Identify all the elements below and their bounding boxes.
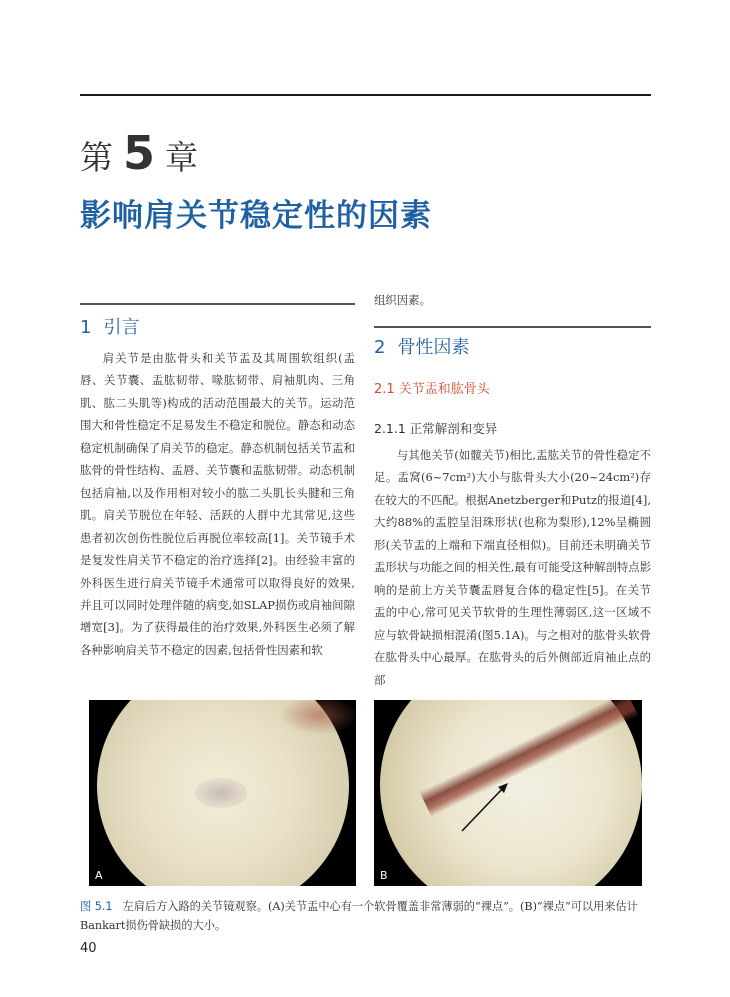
caption-text: 左肩后方入路的关节镜观察。(A)关节盂中心有一个软骨覆盖非常薄弱的“裸点”。(B)“裸点”可以用来估计Bankart损伤骨缺损的大小。 (80, 900, 638, 932)
caption-label: 图 5.1 (80, 900, 113, 913)
section-1-title: 引言 (103, 317, 140, 338)
section-1-heading (80, 313, 139, 339)
intro-paragraph: 肩关节是由肱骨头和关节盂及其周围软组织(盂唇、关节囊、盂肱韧带、喙肱韧带、肩袖肌肉、三角肌、肱二头肌等)构成的活动范围最大的关节。运动范围大和骨性稳定不足易发生不稳定和脱位。静态和动态稳定机制确保了肩关节的稳定。静态机制包括关节盂和肱骨的骨性结构、盂唇、关节囊和盂肱韧带。动态机制包括肩袖,以及作用相对较小的肱二头肌长头腱和三角肌。肩关节脱位在年轻、活跃的人群中尤其常见,这些患者初次创伤性脱位后再脱位率较高[1]。关节镜手术是复发性肩关节不稳定的治疗选择[2]。由经验丰富的外科医生进行肩关节镜手术通常可以取得良好的效果,并且可以同时处理伴随的病变,如SLAP损伤或肩袖间隙增宽[3]。为了获得最佳的治疗效果,外科医生必须了解各种影响肩关节不稳定的因素,包括骨性因素和软 (80, 351, 355, 657)
section-1-number: 1 (80, 317, 92, 338)
panel-b-letter: B (380, 869, 388, 882)
subsubsection-heading: 2.1.1 正常解剖和变异 (374, 421, 498, 436)
chapter-suffix: 章 (165, 138, 199, 177)
bare-spot (195, 778, 247, 808)
figure-caption (80, 897, 651, 935)
chapter-label (80, 126, 198, 180)
section-2-number: 2 (374, 337, 386, 358)
top-rule (80, 94, 651, 96)
arrow-icon (374, 700, 642, 886)
anatomy-paragraph: 与其他关节(如髋关节)相比,盂肱关节的骨性稳定不足。盂窝(6~7cm²)大小与肱骨头大小(20~24cm²)存在较大的不匹配。根据Anetzberger和Putz的报道[4],大约88%的盂腔呈泪珠形状(也称为梨形),12%呈椭圆形(关节盂的上端和下端直径相似)。目前还未明确关节盂形状与功能之间的相关性,最有可能受这种解剖特点影响的是前上方关节囊盂唇复合体的稳定性[5]。在关节盂的中心,常可见关节软骨的生理性薄弱区,这一区域不应与软骨缺损相混淆(图5.1A)。与之相对的肱骨头软骨在肱骨头中心最厚。在肱骨头的后外侧部近肩袖止点的部 (374, 448, 651, 687)
chapter-number: 5 (123, 126, 156, 180)
continuation-text: 组织因素。 (374, 293, 431, 307)
section-1-rule (80, 303, 355, 305)
subsection-heading: 2.1 关节盂和肱骨头 (374, 382, 490, 397)
page-number: 40 (80, 941, 97, 956)
figure-5-1a-image (89, 700, 356, 886)
figure-5-1b-image (374, 700, 642, 886)
section-2-title: 骨性因素 (397, 337, 470, 358)
chapter-title: 影响肩关节稳定性的因素 (80, 198, 432, 234)
section-2-heading (374, 333, 469, 359)
panel-a-letter: A (95, 869, 103, 882)
section-2-rule (374, 326, 651, 328)
chapter-prefix: 第 (80, 138, 113, 177)
